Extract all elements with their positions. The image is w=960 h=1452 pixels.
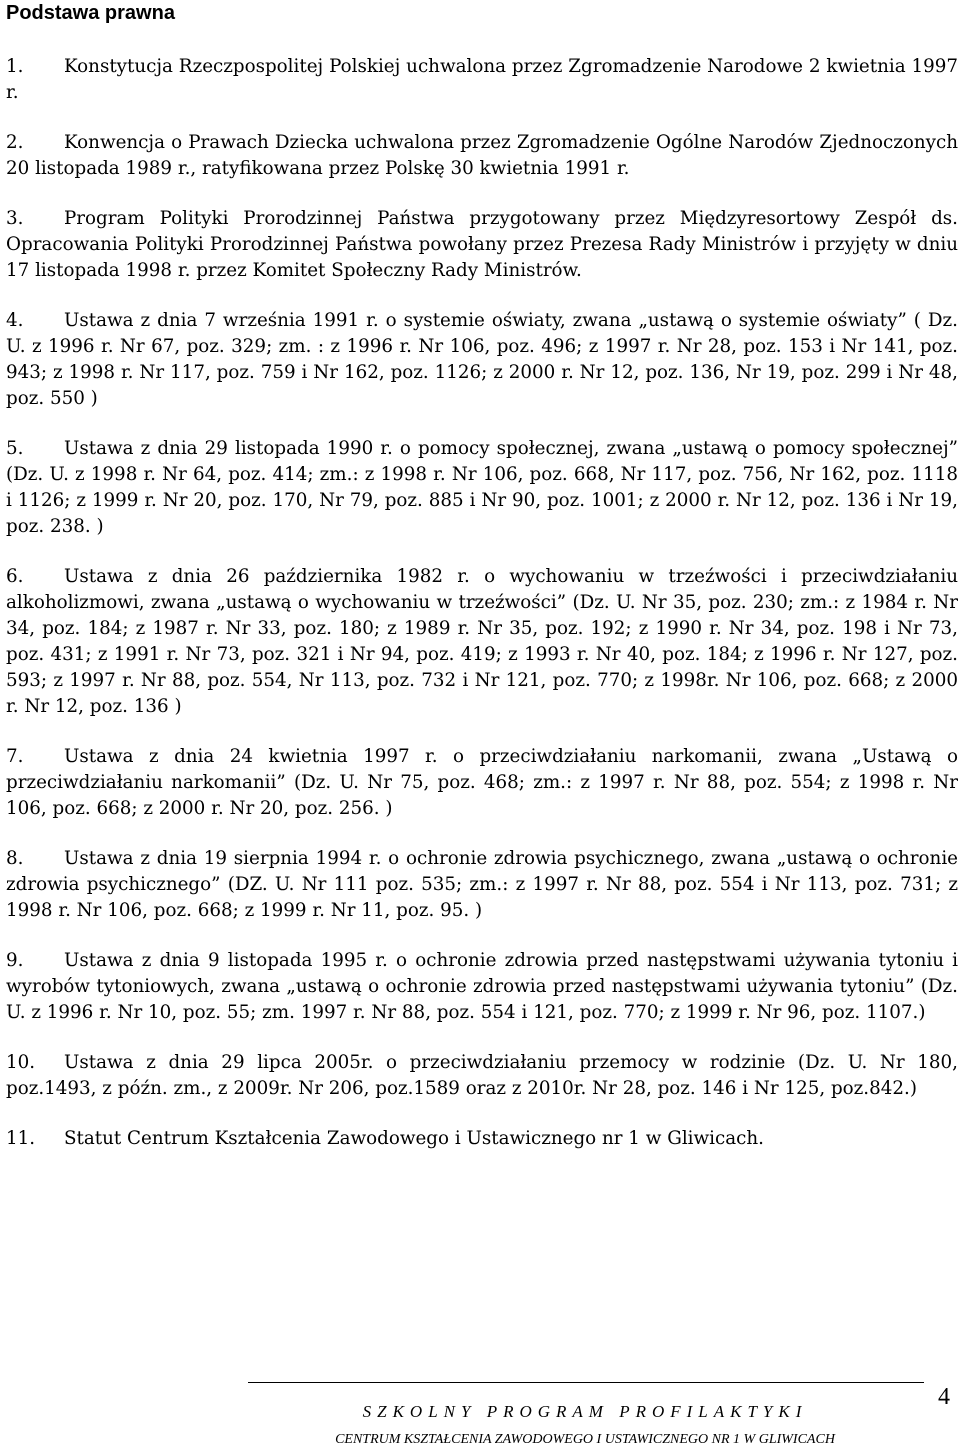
item-number: 8. <box>6 848 24 869</box>
item-text: Konstytucja Rzeczpospolitej Polskiej uchwalona przez Zgromadzenie Narodowe 2 kwietnia 1997 r. <box>6 56 958 103</box>
item-text: Konwencja o Prawach Dziecka uchwalona przez Zgromadzenie Ogólne Narodów Zjednoczonych 20 listopada 1989 r., ratyfikowana przez Polskę 30 kwietnia 1991 r. <box>6 132 958 179</box>
item-text: Ustawa z dnia 29 listopada 1990 r. o pomocy społecznej, zwana „ustawą o pomocy społecznej” (Dz. U. z 1998 r. Nr 64, poz. 414; zm.: z 1998 r. Nr 106, poz. 668, Nr 117, poz. 756, Nr 162, poz. 1118 i 1126; z 1999 r. Nr 20, poz. 170, Nr 79, poz. 885 i Nr 90, poz. 1001; z 2000 r. Nr 12, poz. 136 i Nr 19, poz. 238. ) <box>6 438 958 537</box>
list-item <box>6 846 958 924</box>
item-number: 3. <box>6 208 24 229</box>
list-item <box>6 206 958 284</box>
footer-institution: CENTRUM KSZTAŁCENIA ZAWODOWEGO I USTAWICZNEGO NR 1 W GLIWICACH <box>335 1432 835 1447</box>
item-text: Ustawa z dnia 7 września 1991 r. o systemie oświaty, zwana „ustawą o systemie oświaty” ( Dz. U. z 1996 r. Nr 67, poz. 329; zm. : z 1996 r. Nr 106, poz. 496; z 1997 r. Nr 28, poz. 153 i Nr 141, poz. 943; z 1998 r. Nr 117, poz. 759 i Nr 162, poz. 1126; z 2000 r. Nr 12, poz. 136, Nr 19, poz. 299 i Nr 48, poz. 550 ) <box>6 310 958 409</box>
list-item <box>6 1050 958 1102</box>
list-item <box>6 436 958 540</box>
item-number: 1. <box>6 56 24 77</box>
list-item <box>6 948 958 1026</box>
item-text: Ustawa z dnia 19 sierpnia 1994 r. o ochronie zdrowia psychicznego, zwana „ustawą o ochronie zdrowia psychicznego” (DZ. U. Nr 111 poz. 535; zm.: z 1997 r. Nr 88, poz. 554 i Nr 113, poz. 731; z 1998 r. Nr 106, poz. 668; z 1999 r. Nr 11, poz. 95. ) <box>6 848 958 921</box>
section-heading: Podstawa prawna <box>6 2 175 24</box>
page-number: 4 <box>938 1384 950 1410</box>
item-text: Ustawa z dnia 29 lipca 2005r. o przeciwdziałaniu przemocy w rodzinie (Dz. U. Nr 180, poz.1493, z późn. zm., z 2009r. Nr 206, poz.1589 oraz z 2010r. Nr 28, poz. 146 i Nr 125, poz.842.) <box>6 1052 958 1099</box>
item-number: 10. <box>6 1052 36 1073</box>
list-item <box>6 54 958 106</box>
item-number: 5. <box>6 438 24 459</box>
item-text: Ustawa z dnia 9 listopada 1995 r. o ochronie zdrowia przed następstwami używania tytoniu i wyrobów tytoniowych, zwana „ustawą o ochronie zdrowia przed następstwami używania tytoniu” (Dz. U. z 1996 r. Nr 10, poz. 55; zm. 1997 r. Nr 88, poz. 554 i 121, poz. 770; z 1999 r. Nr 96, poz. 1107.) <box>6 950 958 1023</box>
item-number: 9. <box>6 950 24 971</box>
footer-program-title: SZKOLNY PROGRAM PROFILAKTYKI <box>362 1402 808 1421</box>
legal-basis-list <box>6 54 958 1176</box>
item-number: 4. <box>6 310 24 331</box>
item-number: 11. <box>6 1128 36 1149</box>
item-text: Ustawa z dnia 24 kwietnia 1997 r. o przeciwdziałaniu narkomanii, zwana „Ustawą o przeciwdziałaniu narkomanii” (Dz. U. Nr 75, poz. 468; zm.: z 1997 r. Nr 88, poz. 554; z 1998 r. Nr 106, poz. 668; z 2000 r. Nr 20, poz. 256. ) <box>6 746 958 819</box>
list-item <box>6 130 958 182</box>
item-number: 6. <box>6 566 24 587</box>
footer-divider <box>248 1382 924 1383</box>
list-item <box>6 744 958 822</box>
item-number: 2. <box>6 132 24 153</box>
item-text: Program Polityki Prorodzinnej Państwa przygotowany przez Międzyresortowy Zespół ds. Opracowania Polityki Prorodzinnej Państwa powołany przez Prezesa Rady Ministrów i przyjęty w dniu 17 listopada 1998 r. przez Komitet Społeczny Rady Ministrów. <box>6 208 958 281</box>
list-item <box>6 308 958 412</box>
list-item <box>6 1126 958 1152</box>
item-number: 7. <box>6 746 24 767</box>
item-text: Ustawa z dnia 26 października 1982 r. o wychowaniu w trzeźwości i przeciwdziałaniu alkoholizmowi, zwana „ustawą o wychowaniu w trzeźwości” (Dz. U. Nr 35, poz. 230; zm.: z 1984 r. Nr 34, poz. 184; z 1987 r. Nr 33, poz. 180; z 1989 r. Nr 35, poz. 192; z 1990 r. Nr 34, poz. 198 i Nr 73, poz. 431; z 1991 r. Nr 73, poz. 321 i Nr 94, poz. 419; z 1993 r. Nr 40, poz. 184; z 1996 r. Nr 127, poz. 593; z 1997 r. Nr 88, poz. 554, Nr 113, poz. 732 i Nr 121, poz. 770; z 1998r. Nr 106, poz. 668; z 2000 r. Nr 12, poz. 136 ) <box>6 566 958 717</box>
list-item <box>6 564 958 720</box>
item-text: Statut Centrum Kształcenia Zawodowego i Ustawicznego nr 1 w Gliwicach. <box>64 1128 764 1149</box>
